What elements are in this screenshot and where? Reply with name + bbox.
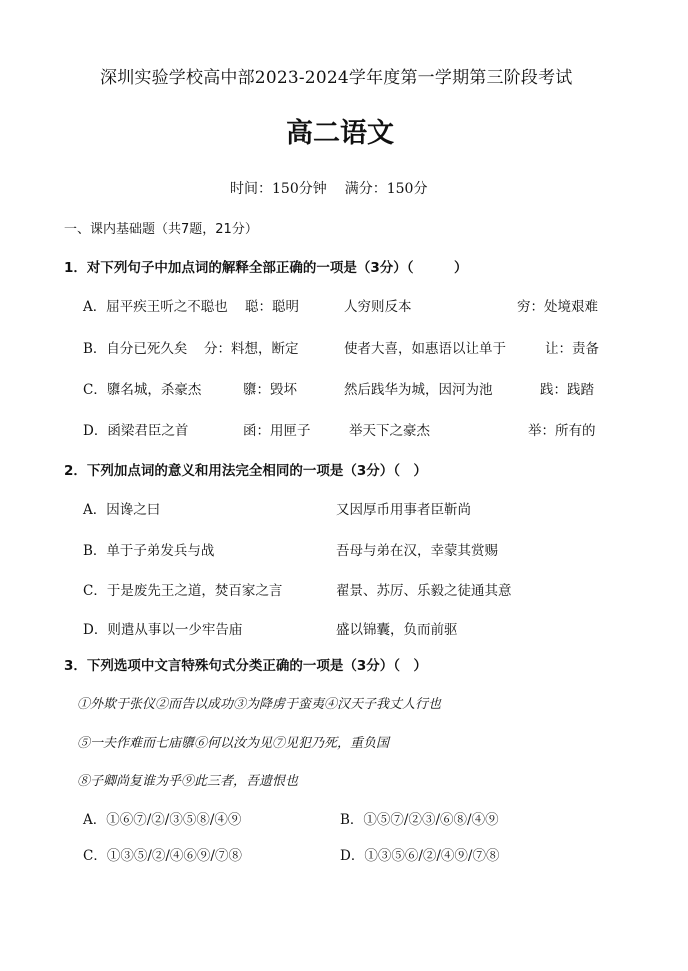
score-label: 满分：150分 bbox=[344, 181, 428, 197]
q2-a-right: 又因厚币用事者臣靳尚 bbox=[336, 502, 471, 518]
section-title: 一、课内基础题（共7题，21分） bbox=[64, 222, 258, 237]
q1-b-gloss: 分：料想，断定 bbox=[204, 341, 299, 357]
q3-sentence-line-2: ⑤一夫作难而七庙隳⑥何以汝为见⑦见犯乃死，重负国 bbox=[77, 736, 390, 751]
q3-option-b: B．①⑤⑦/②③/⑥⑧/④⑨ bbox=[340, 812, 499, 828]
q1-c-sentence-2: 然后践华为城，因河为池 bbox=[344, 382, 493, 398]
q2-b-left: B．单于子弟发兵与战 bbox=[83, 543, 215, 559]
q1-d-sentence: D．函梁君臣之首 bbox=[83, 423, 189, 439]
q2-b-right: 吾母与弟在汉，幸蒙其赏赐 bbox=[336, 543, 498, 559]
exam-meta bbox=[230, 179, 427, 199]
q1-a-sentence-2: 人穷则反本 bbox=[344, 299, 412, 315]
q1-d-sentence-2: 举天下之豪杰 bbox=[349, 423, 430, 439]
q1-d-gloss: 函：用匣子 bbox=[243, 423, 311, 439]
q1-c-gloss: 隳：毁坏 bbox=[243, 382, 297, 398]
q3-sentence-line-1: ①外欺于张仪②而告以成功③为降虏于蛮夷④汉天子我丈人行也 bbox=[77, 697, 442, 712]
q2-d-left: D．则遣从事以一少牢告庙 bbox=[83, 622, 243, 638]
q2-c-left: C．于是废先王之道，焚百家之言 bbox=[83, 583, 283, 599]
q1-c-gloss-2: 践：践踏 bbox=[540, 382, 594, 398]
q1-b-sentence: B．自分已死久矣 bbox=[83, 341, 188, 357]
q1-d-gloss-2: 举：所有的 bbox=[528, 423, 596, 439]
subject-title: 高二语文 bbox=[286, 118, 394, 149]
q2-d-right: 盛以锦囊，负而前驱 bbox=[336, 622, 458, 638]
q1-a-gloss-2: 穷：处境艰难 bbox=[517, 299, 598, 315]
q2-c-right: 翟景、苏厉、乐毅之徒通其意 bbox=[336, 583, 512, 599]
q3-sentence-line-3: ⑧子卿尚复谁为乎⑨此三者，吾遗恨也 bbox=[77, 774, 299, 789]
q1-c-sentence: C．隳名城，杀豪杰 bbox=[83, 382, 202, 398]
q3-option-c: C．①③⑤/②/④⑥⑨/⑦⑧ bbox=[83, 848, 242, 864]
question-3-stem: 3．下列选项中文言特殊句式分类正确的一项是（3分）（ ） bbox=[64, 658, 428, 674]
q3-option-a: A．①⑥⑦/②/③⑤⑧/④⑨ bbox=[83, 812, 242, 828]
question-2-stem: 2．下列加点词的意义和用法完全相同的一项是（3分）（ ） bbox=[64, 463, 428, 479]
q2-a-left: A．因谗之曰 bbox=[83, 502, 161, 518]
question-1-stem: 1．对下列句子中加点词的解释全部正确的一项是（3分）（ ） bbox=[64, 260, 468, 276]
time-label: 时间：150分钟 bbox=[230, 181, 327, 197]
exam-title: 深圳实验学校高中部2023-2024学年度第一学期第三阶段考试 bbox=[100, 68, 573, 88]
q3-option-d: D．①③⑤⑥/②/④⑨/⑦⑧ bbox=[340, 848, 500, 864]
q1-a-sentence: A．屈平疾王听之不聪也 bbox=[83, 299, 228, 315]
q1-b-sentence-2: 使者大喜，如惠语以让单于 bbox=[344, 341, 506, 357]
q1-b-gloss-2: 让：责备 bbox=[545, 341, 599, 357]
q1-a-gloss: 聪：聪明 bbox=[245, 299, 299, 315]
